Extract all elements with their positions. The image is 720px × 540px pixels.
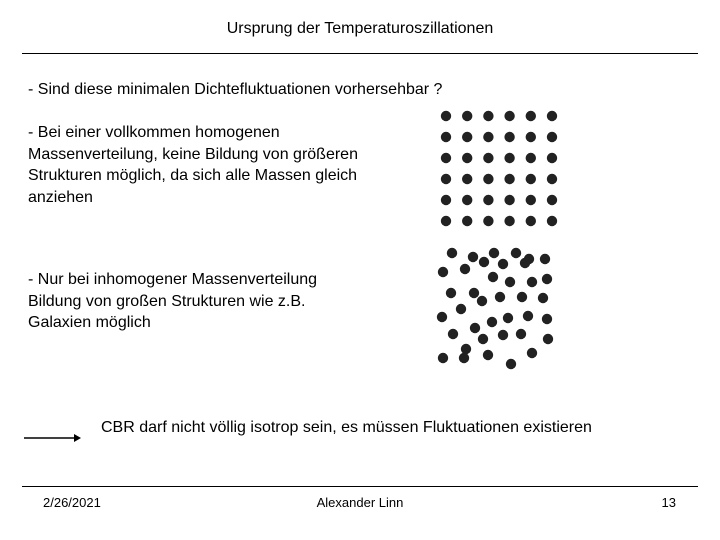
grid-dot xyxy=(483,153,493,163)
cluster-dot xyxy=(460,264,470,274)
cluster-dot xyxy=(456,304,466,314)
cluster-dot xyxy=(505,277,515,287)
page-number: 13 xyxy=(661,495,676,510)
grid-dot xyxy=(441,111,451,121)
grid-dot xyxy=(441,195,451,205)
cluster-dot xyxy=(438,267,448,277)
grid-dot xyxy=(526,132,536,142)
inhomogeneous-text: - Nur bei inhomogener Massenverteilung Bildung von großen Strukturen wie z.B. Galaxien möglich xyxy=(28,271,318,331)
grid-dot xyxy=(547,111,557,121)
cluster-dot xyxy=(540,254,550,264)
grid-dot xyxy=(526,111,536,121)
cluster-dot xyxy=(447,248,457,258)
conclusion-text: CBR darf nicht völlig isotrop sein, es müssen Fluktuationen existieren xyxy=(101,419,592,436)
cluster-dot xyxy=(517,292,527,302)
grid-dot xyxy=(526,153,536,163)
cluster-dot xyxy=(489,248,499,258)
inhomogeneous-dot-cluster xyxy=(437,248,553,369)
cluster-dot xyxy=(438,353,448,363)
cluster-dot xyxy=(523,311,533,321)
grid-dot xyxy=(504,174,514,184)
cluster-dot xyxy=(511,248,521,258)
grid-dot xyxy=(547,174,557,184)
grid-dot xyxy=(526,195,536,205)
cluster-dot xyxy=(483,350,493,360)
grid-dot xyxy=(462,174,472,184)
cluster-dot xyxy=(495,292,505,302)
cluster-dot xyxy=(503,313,513,323)
cluster-dot xyxy=(470,323,480,333)
grid-dot xyxy=(526,216,536,226)
cluster-dot xyxy=(516,329,526,339)
grid-dot xyxy=(547,153,557,163)
grid-dot xyxy=(441,216,451,226)
cluster-dot xyxy=(520,258,530,268)
cluster-dot xyxy=(468,252,478,262)
cluster-dot xyxy=(487,317,497,327)
cluster-dot xyxy=(527,277,537,287)
grid-dot xyxy=(462,195,472,205)
cluster-dot xyxy=(437,312,447,322)
cluster-dot xyxy=(538,293,548,303)
cluster-dot xyxy=(477,296,487,306)
homogeneous-dot-grid xyxy=(441,111,557,226)
cluster-dot xyxy=(542,274,552,284)
footer-date: 2/26/2021 xyxy=(43,495,101,510)
cluster-dot xyxy=(469,288,479,298)
question-text: - Sind diese minimalen Dichtefluktuationen vorhersehbar ? xyxy=(28,81,443,98)
cluster-dot xyxy=(498,330,508,340)
grid-dot xyxy=(483,111,493,121)
grid-dot xyxy=(504,153,514,163)
footer-author: Alexander Linn xyxy=(316,495,404,510)
cluster-dot xyxy=(459,353,469,363)
grid-dot xyxy=(483,132,493,142)
grid-dot xyxy=(504,111,514,121)
grid-dot xyxy=(462,216,472,226)
grid-dot xyxy=(547,132,557,142)
cluster-dot xyxy=(446,288,456,298)
grid-dot xyxy=(462,111,472,121)
cluster-dot xyxy=(506,359,516,369)
grid-dot xyxy=(547,195,557,205)
footer-divider xyxy=(22,486,698,487)
cluster-dot xyxy=(488,272,498,282)
grid-dot xyxy=(441,174,451,184)
grid-dot xyxy=(547,216,557,226)
arrow-icon xyxy=(22,430,82,446)
cluster-dot xyxy=(498,259,508,269)
slide-title: Ursprung der Temperaturoszillationen xyxy=(226,20,494,37)
grid-dot xyxy=(504,195,514,205)
grid-dot xyxy=(526,174,536,184)
cluster-dot xyxy=(478,334,488,344)
cluster-dot xyxy=(448,329,458,339)
grid-dot xyxy=(462,132,472,142)
cluster-dot xyxy=(527,348,537,358)
grid-dot xyxy=(462,153,472,163)
cluster-dot xyxy=(543,334,553,344)
homogeneous-text: - Bei einer vollkommen homogenen Massenverteilung, keine Bildung von größeren Strukturen möglich, da sich alle Massen gleich anziehen xyxy=(28,124,358,206)
cluster-dot xyxy=(542,314,552,324)
grid-dot xyxy=(504,132,514,142)
grid-dot xyxy=(483,195,493,205)
grid-dot xyxy=(441,132,451,142)
cluster-dot xyxy=(479,257,489,267)
grid-dot xyxy=(483,216,493,226)
cluster-dot xyxy=(461,344,471,354)
grid-dot xyxy=(504,216,514,226)
grid-dot xyxy=(441,153,451,163)
grid-dot xyxy=(483,174,493,184)
